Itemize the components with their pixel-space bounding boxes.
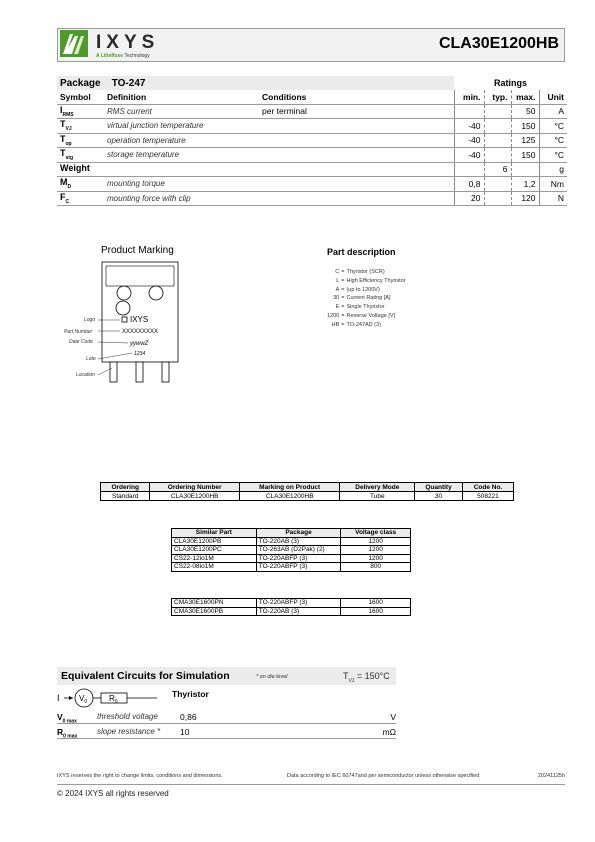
thyristor-column-header: Thyristor [172,689,209,699]
similar-row [172,537,411,546]
similar-cell: 1200 [341,546,411,555]
similar-row [172,546,411,555]
ordering-col-header: Quantity [415,483,463,492]
rating-typ [484,104,511,119]
eq-row-threshold [57,709,396,724]
rating-definition: mounting torque [104,177,259,192]
rating-max: 150 [511,119,539,134]
package-marking-drawing [60,258,190,388]
similar-cell: 1600 [341,607,411,616]
rating-symbol [57,104,104,119]
rating-symbol [57,162,104,177]
circuit-v0-sub: 0 [84,699,88,705]
similar-row [172,599,411,608]
rating-symbol [57,191,104,206]
ordering-row [101,492,514,501]
similar-col-header: Package [256,529,341,538]
part-description-title: Part description [327,247,396,257]
rating-unit: g [539,162,567,177]
marking-part-text: XXXXXXXXX [122,329,159,335]
rating-typ [484,177,511,192]
ratings-row [57,104,567,119]
ratings-col-header: Conditions [259,90,454,104]
ordering-col-header: Code No. [462,483,513,492]
ordering-col-header: Marking on Product [239,483,340,492]
rating-conditions [259,148,454,163]
ratings-row [57,133,567,148]
pd-key: HB [331,321,340,328]
pd-key: L [336,277,340,284]
rating-symbol-sub: VJ [65,126,72,133]
rating-conditions: per terminal [259,104,454,119]
footer-date-code: 20241125h [537,773,565,779]
part-description-item [326,268,407,277]
rating-max: 50 [511,104,539,119]
circuit-current-label: I [57,693,60,703]
marking-lot-text: 1234 [134,351,146,357]
ratings-col-header: typ. [484,90,511,104]
pd-key: 30 [333,295,340,302]
pd-key: 1200 [327,312,340,319]
ordering-col-header: Ordering Number [150,483,240,492]
marking-label-logo: Logo [84,317,96,323]
rating-max [511,162,539,177]
ratings-table [57,76,567,206]
part-description-item [326,303,407,312]
simulation-temperature: $T_{VJ} = 150^\circ C$ [343,671,390,684]
part-description-item [326,286,407,295]
similar-row [172,554,411,563]
pd-key: E [335,304,340,311]
pd-value: Single Thyristor [346,304,385,311]
part-description-item [326,277,407,286]
similar-cell: CS22-12io1M [172,554,257,563]
rating-symbol-sub: D [67,184,72,191]
ordering-col-header: Delivery Mode [340,483,415,492]
pd-equals: = [341,286,345,293]
part-description-list [326,268,407,330]
rating-min: 20 [454,191,484,206]
equivalent-circuits-title: Equivalent Circuits for Simulation [61,670,230,682]
circuit-r0-label: R [109,694,115,703]
rating-min: -40 [454,133,484,148]
similar-cell: CS22-08io1M [172,563,257,572]
eq-unit: V [390,712,396,722]
rating-unit: Nm [539,177,567,192]
ratings-label: Ratings [454,76,567,90]
pd-equals: = [341,277,345,284]
marking-label-location: Location [76,372,95,378]
footer-disclaimer: IXYS reserves the right to change limits, conditions and dimensions. [57,773,223,779]
similar-cell: CLA30E1200PC [172,546,257,555]
ratings-col-header: Definition [104,90,259,104]
rating-unit: A [539,104,567,119]
rating-symbol-sub: C [65,198,70,205]
brand-tagline: A Littelfuse Technology [96,53,150,59]
rating-min [454,104,484,119]
ordering-cell: 30 [415,492,463,501]
rating-conditions [259,177,454,192]
pd-value: (up to 1200V) [346,286,380,293]
rating-unit: °C [539,119,567,134]
ordering-col-header: Ordering [101,483,150,492]
rating-definition: operation temperature [104,133,259,148]
similar-cell: 1200 [341,554,411,563]
rating-typ [484,119,511,134]
rating-max: 120 [511,191,539,206]
ordering-cell: Tube [340,492,415,501]
similar-col-header: Voltage class [341,529,411,538]
rating-conditions [259,119,454,134]
part-description-item [326,312,407,321]
rating-symbol-main: M [60,177,68,188]
ordering-cell: CLA30E1200HB [150,492,240,501]
rating-unit: °C [539,148,567,163]
rating-max: 150 [511,148,539,163]
similar-cell: CMA30E1600PN [172,599,257,608]
similar-parts-table-2 [171,598,411,616]
eq-symbol: $R_{0 max}$ [57,727,78,740]
rating-symbol-main: Weight [60,162,90,173]
similar-cell: 800 [341,563,411,572]
pd-value: TO-247AD (3) [346,321,381,328]
similar-cell: TO-263AB (D2Pak) (2) [256,546,341,555]
footer-divider [57,784,565,785]
eq-value: 10 [180,727,190,737]
similar-cell: TO-220ABFP (3) [256,599,341,608]
rating-unit: N [539,191,567,206]
ratings-row [57,191,567,206]
similar-cell: 1200 [341,537,411,546]
part-number-title: CLA30E1200HB [438,35,559,52]
rating-typ [484,148,511,163]
rating-symbol [57,148,104,163]
rating-min: 0,8 [454,177,484,192]
brand-name: IXYS [96,32,160,53]
rating-symbol-main: F [60,191,66,202]
ratings-row [57,119,567,134]
rating-definition [104,162,259,177]
similar-row [172,607,411,616]
rating-symbol [57,119,104,134]
ordering-cell: CLA30E1200HB [239,492,340,501]
ratings-col-header: min. [454,90,484,104]
marking-date-text: yywwZ [130,341,149,347]
circuit-v0-label: V [79,694,85,703]
rating-definition: mounting force with clip [104,191,259,206]
rating-symbol [57,177,104,192]
pd-value: Reverse Voltage [V] [346,312,396,319]
rating-symbol-sub: stg [65,155,73,162]
similar-cell: CMA30E1600PB [172,607,257,616]
eq-symbol: $V_{0 max}$ [57,712,77,725]
similar-cell: CLA30E1200PB [172,537,257,546]
eq-unit: mΩ [382,727,396,737]
rating-max: 125 [511,133,539,148]
rating-symbol-main: I [60,104,63,115]
rating-symbol-main: T [60,119,66,130]
pd-equals: = [341,312,345,319]
pd-value: Thyristor (SCR) [346,269,385,275]
pd-equals: = [341,304,345,311]
rating-min: -40 [454,119,484,134]
rating-typ: 6 [484,162,511,177]
rating-conditions [259,162,454,177]
rating-typ [484,133,511,148]
similar-cell: TO-220AB (3) [256,607,341,616]
marking-label-date-code: Date Code [69,339,93,345]
marking-label-part-number: Part Number [64,329,93,335]
copyright: © 2024 IXYS all rights reserved [57,789,169,798]
ixys-logo-icon [60,30,88,57]
part-description-item [326,294,407,303]
rating-definition: storage temperature [104,148,259,163]
rating-symbol-sub: RMS [62,111,74,118]
rating-conditions [259,133,454,148]
ratings-col-header: Unit [539,90,567,104]
equivalent-circuit-diagram [57,687,167,709]
rating-symbol-main: T [60,133,66,144]
marking-brand: IXYS [130,315,149,324]
ratings-row [57,177,567,192]
pd-equals: = [341,295,345,302]
ratings-row [57,148,567,163]
pd-key: C [335,269,340,275]
footer-iec-note: Data according to IEC 60747and per semiconductor unless otherwise specified [287,773,480,779]
rating-symbol [57,133,104,148]
ordering-table [100,482,514,501]
die-level-note: * on die level [256,674,288,680]
rating-definition: RMS current [104,104,259,119]
similar-row [172,563,411,572]
similar-cell: TO-220ABFP (3) [256,554,341,563]
pd-value: Current Rating [A] [346,295,391,302]
rating-conditions [259,191,454,206]
similar-cell: TO-220ABFP (3) [256,563,341,572]
part-description-item [326,321,407,330]
similar-parts-table [171,528,411,572]
pd-equals: = [341,269,345,275]
eq-value: 0,86 [180,712,197,722]
rating-unit: °C [539,133,567,148]
eq-description: threshold voltage [97,712,158,721]
product-marking-title: Product Marking [101,245,174,256]
similar-col-header: Similar Part [172,529,257,538]
ratings-row [57,162,567,177]
eq-description: slope resistance * [97,727,161,736]
pd-key: A [335,286,340,293]
rating-symbol-sub: op [65,140,72,147]
similar-cell: 1600 [341,599,411,608]
similar-cell: TO-220AB (3) [256,537,341,546]
package-cell: Package TO-247 [57,76,454,90]
pd-equals: = [341,321,345,328]
ratings-col-header: max. [511,90,539,104]
ordering-cell: Standard [101,492,150,501]
ratings-col-header: Symbol [57,90,104,104]
rating-min [454,162,484,177]
rating-typ [484,191,511,206]
eq-row-slope [57,724,396,739]
rating-symbol-main: T [60,148,66,159]
rating-max: 1,2 [511,177,539,192]
rating-definition: virtual junction temperature [104,119,259,134]
circuit-r0-sub: 0 [114,699,118,705]
ordering-cell: 508221 [462,492,513,501]
rating-min: -40 [454,148,484,163]
marking-label-lote: Lote [86,356,96,362]
pd-value: High Efficiency Thyristor [346,277,406,284]
